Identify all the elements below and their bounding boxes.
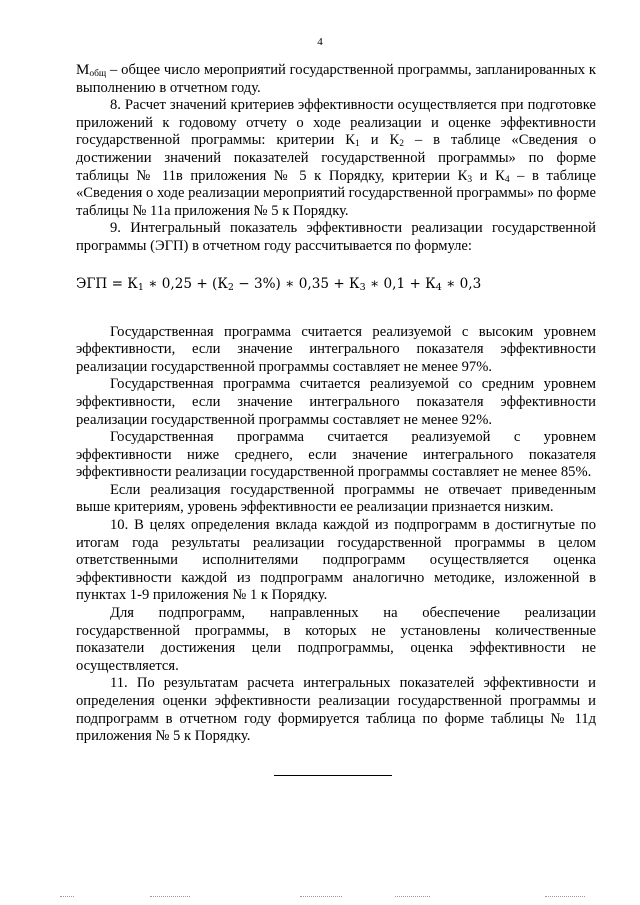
formula-part-3: ∗ 0,1 + [365, 275, 426, 292]
footer-mark [395, 896, 430, 897]
paragraph-high-efficiency: Государственная программа считается реализуемой с высоким уровнем эффективности, если значение интегрального показателя эффективности реализации государственной программы составляет не менее 97%. [76, 323, 596, 375]
formula-k1: К [127, 275, 138, 292]
formula-sub-3: 3 [359, 281, 366, 293]
formula-k4: К [425, 275, 436, 292]
formula [76, 275, 596, 293]
p8-text-5: – в таблице «Сведения о ходе реализации мероприятий государственной программы» по форме таблицы № 11а приложения № 5 к Порядку. [76, 167, 597, 219]
p8-sub-4: 4 [504, 174, 510, 185]
document-body [76, 62, 596, 746]
footer-mark [150, 896, 190, 897]
p8-sub-2: 2 [399, 139, 404, 150]
paragraph-9: 9. Интегральный показатель эффективности реализации государственной программы (ЭГП) в отчетном году рассчитывается по формуле: [76, 220, 596, 254]
paragraph-8 [76, 97, 596, 220]
paragraph-10: 10. В целях определения вклада каждой из подпрограмм в достигнутые по итогам года результаты реализации государственной программы в целом ответственными исполнителями подпрограмм осуществляется оценка эффективности каждой из подпрограмм аналогично методике, изложенной в пунктах 1-9 приложения № 1 к Порядку. [76, 517, 596, 604]
p8-sub-1: 1 [355, 139, 360, 150]
formula-sub-1: 1 [137, 281, 144, 293]
footer-marks [0, 896, 640, 899]
p8-text-4: и К [472, 167, 505, 184]
m-definition [76, 62, 596, 97]
m-subscript: общ [89, 69, 107, 79]
paragraph-nonmatching: Если реализация государственной программы не отвечает приведенным выше критериям, уровень эффективности ее реализации признается низким. [76, 481, 596, 516]
footer-mark [545, 896, 585, 897]
p8-text-1: 8. Расчет значений критериев эффективности осуществляется при подготовке приложений к годовому отчету о ходе реализации и оценке эффективности государственной программы: критерии К [76, 97, 596, 149]
spacer [76, 313, 596, 324]
separator-line [274, 775, 392, 776]
paragraph-subprograms: Для подпрограмм, направленных на обеспечение реализации государственной программы, в которых не установлены количественные показатели достижения цели подпрограммы, оценка эффективности не осуществляется. [76, 605, 596, 674]
formula-lhs: ЭГП = [76, 275, 128, 292]
p8-sub-3: 3 [467, 174, 473, 185]
formula-sub-2: 2 [227, 281, 234, 293]
formula-k2: К [217, 275, 228, 292]
paragraph-11: 11. По результатам расчета интегральных показателей эффективности и определения оценки эффективности реализации государственной программы и подпрограмм в отчетном году формируется таблица по форме таблицы № 11д приложения № 5 к Порядку. [76, 675, 596, 745]
p8-text-2: и К [359, 132, 400, 149]
page-number: 4 [317, 36, 323, 48]
footer-mark [60, 896, 74, 897]
formula-part-4: ∗ 0,3 [441, 275, 482, 292]
m-definition-text: – общее число мероприятий государственной программы, запланированных к выполнению в отчетном году. [76, 62, 596, 96]
formula-part-2: − 3%) ∗ 0,35 + [233, 275, 350, 292]
formula-k3: К [349, 275, 360, 292]
footer-mark [300, 896, 342, 897]
paragraph-low-efficiency: Государственная программа считается реализуемой с уровнем эффективности ниже среднего, если значение интегрального показателя эффективности реализации государственной программы составляет не менее 85%. [76, 429, 596, 481]
p8-text-3: – в таблице «Сведения о достижении значений показателей государственной программы» по форме таблицы № 11в приложения № 5 к Порядку, критерии К [76, 132, 597, 184]
formula-sub-4: 4 [435, 281, 442, 293]
m-symbol: М [76, 62, 90, 78]
formula-part-1: ∗ 0,25 + ( [143, 275, 218, 292]
paragraph-medium-efficiency: Государственная программа считается реализуемой со средним уровнем эффективности, если значение интегрального показателя эффективности реализации государственной программы составляет не менее 92%. [76, 376, 596, 428]
